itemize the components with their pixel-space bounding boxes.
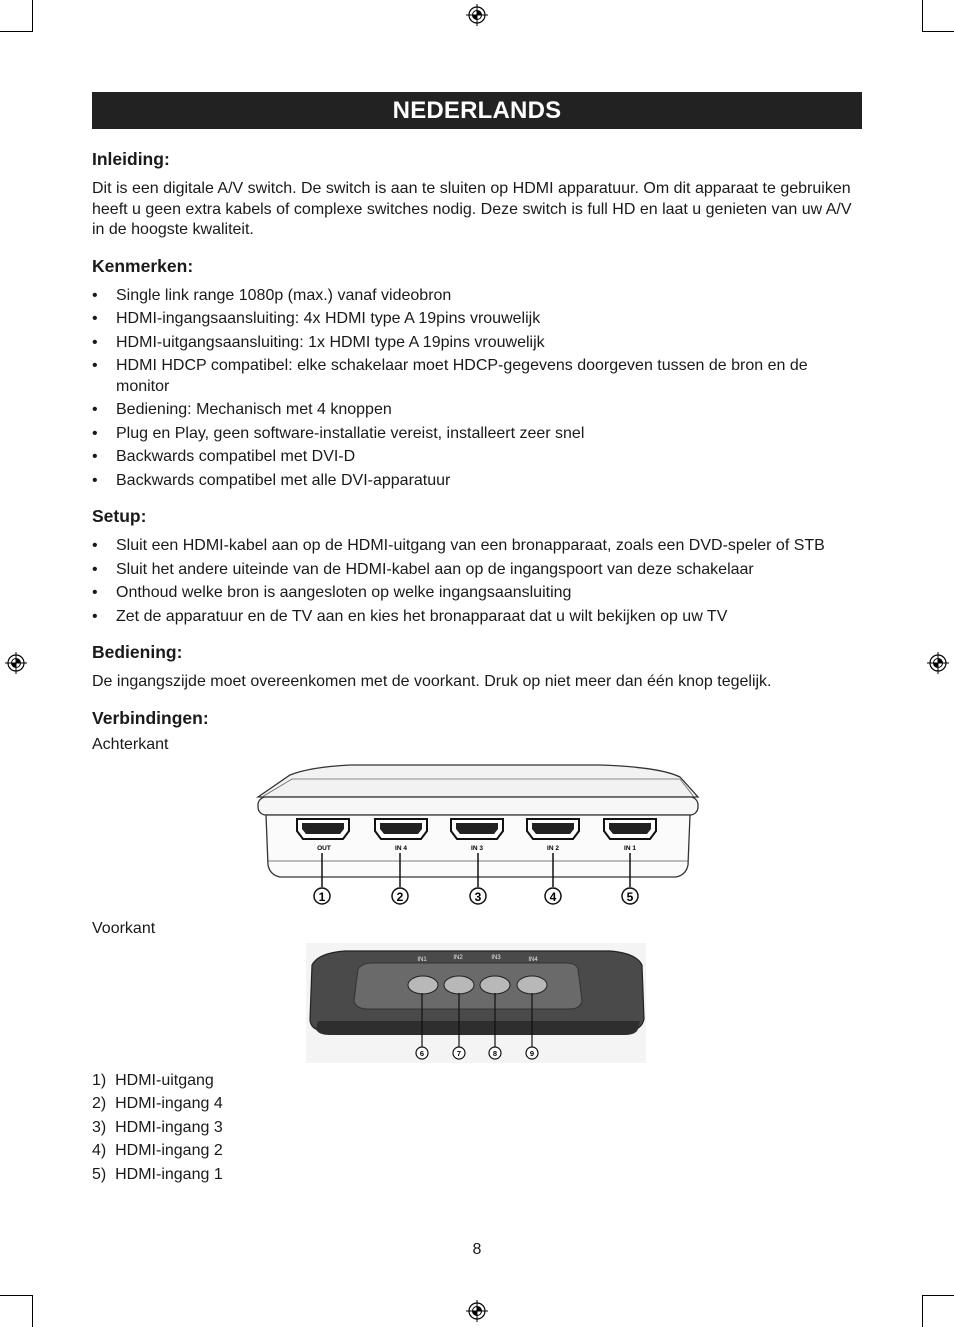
callout-number: 9: [529, 1048, 535, 1058]
crop-mark: [922, 0, 923, 32]
input-button-icon: [444, 976, 474, 994]
callout-number: 8: [492, 1048, 498, 1058]
registration-mark-icon: [466, 1300, 488, 1322]
list-item: • HDMI-uitgangsaansluiting: 1x HDMI type A 19pins vrouwelijk: [92, 333, 862, 354]
connections-section: [92, 707, 862, 1186]
setup-heading: Setup:: [92, 506, 147, 526]
front-caption: Voorkant: [92, 919, 156, 937]
list-item: • Onthoud welke bron is aangesloten op welke ingangsaansluiting: [92, 583, 862, 604]
crop-mark: [922, 1295, 954, 1296]
setup-list: [92, 536, 862, 627]
features-heading: Kenmerken:: [92, 255, 194, 276]
registration-mark-icon: [466, 4, 488, 26]
back-panel-illustration: [92, 757, 862, 915]
input-button-icon: [480, 976, 510, 994]
list-item: • Single link range 1080p (max.) vanaf videobron: [92, 286, 862, 307]
operation-section: [92, 641, 862, 693]
button-label: IN1: [417, 956, 427, 963]
page-number: 8: [472, 1241, 482, 1258]
port-label: IN 4: [395, 844, 407, 852]
callout-number: 2: [396, 889, 404, 904]
list-item: • Sluit het andere uiteinde van de HDMI-kabel aan op de ingangspoort van deze schakelaar: [92, 560, 862, 581]
button-label: IN3: [491, 954, 501, 961]
page-content: [92, 148, 862, 1188]
list-item: • Backwards compatibel met alle DVI-apparatuur: [92, 471, 862, 492]
list-item: • Zet de apparatuur en de TV aan en kies het bronapparaat dat u wilt bekijken op uw TV: [92, 607, 862, 628]
setup-section: [92, 505, 862, 627]
list-item: • Bediening: Mechanisch met 4 knoppen: [92, 400, 862, 421]
port-label: IN 3: [471, 844, 483, 852]
connections-legend: [92, 1071, 862, 1186]
callout-number: 6: [419, 1048, 425, 1058]
intro-section: [92, 148, 862, 241]
crop-mark: [32, 1295, 33, 1327]
list-item: • HDMI-ingangsaansluiting: 4x HDMI type A 19pins vrouwelijk: [92, 309, 862, 330]
button-label: IN4: [528, 956, 538, 963]
hdmi-port-icon: [604, 819, 656, 839]
callout-number: 4: [549, 889, 557, 904]
input-button-icon: [408, 976, 438, 994]
crop-mark: [922, 1295, 923, 1327]
port-label: OUT: [317, 844, 331, 852]
intro-text: Dit is een digitale A/V switch. De switch is aan te sluiten op HDMI apparatuur. Om dit apparaat te gebruiken heeft u geen extra kabels of complexe switches nodig. Deze switch is full HD en laat u genieten van uw A/V in de hoogste kwaliteit.: [92, 180, 852, 238]
registration-mark-icon: [5, 652, 27, 674]
legend-item: 5) HDMI-ingang 1: [92, 1165, 223, 1183]
legend-item: 4) HDMI-ingang 2: [92, 1142, 223, 1159]
port-label: IN 1: [624, 844, 636, 852]
legend-item: 1) HDMI-uitgang: [92, 1071, 214, 1089]
hdmi-port-icon: [297, 819, 349, 839]
legend-item: 3) HDMI-ingang 3: [92, 1118, 223, 1136]
back-caption: Achterkant: [92, 735, 169, 753]
crop-mark: [0, 31, 32, 32]
list-item: • Sluit een HDMI-kabel aan op de HDMI-uitgang van een bronapparaat, zoals een DVD-speler of STB: [92, 536, 862, 557]
list-item: • Plug en Play, geen software-installatie vereist, installeert zeer snel: [92, 424, 862, 445]
crop-mark: [922, 31, 954, 32]
crop-mark: [32, 0, 33, 32]
list-item: • HDMI HDCP compatibel: elke schakelaar moet HDCP-gegevens doorgeven tussen de bron en de monitor: [92, 356, 862, 397]
button-label: IN2: [453, 954, 463, 961]
operation-text: De ingangszijde moet overeenkomen met de voorkant. Druk op niet meer dan één knop tegelijk.: [92, 673, 772, 690]
hdmi-port-icon: [527, 819, 579, 839]
hdmi-port-icon: [375, 819, 427, 839]
features-list: [92, 286, 862, 492]
features-section: [92, 255, 862, 492]
operation-heading: Bediening:: [92, 642, 183, 662]
front-panel-illustration: [92, 943, 862, 1065]
list-item: • Backwards compatibel met DVI-D: [92, 447, 862, 468]
callout-number: 5: [626, 889, 634, 904]
input-button-icon: [517, 976, 547, 994]
language-banner: NEDERLANDS: [92, 92, 862, 129]
registration-mark-icon: [927, 652, 949, 674]
callout-number: 7: [456, 1048, 462, 1058]
intro-heading: Inleiding:: [92, 149, 170, 169]
connections-heading: Verbindingen:: [92, 707, 209, 728]
callout-number: 1: [318, 889, 326, 904]
crop-mark: [0, 1295, 32, 1296]
port-label: IN 2: [547, 844, 559, 852]
hdmi-port-icon: [451, 819, 503, 839]
legend-item: 2) HDMI-ingang 4: [92, 1095, 223, 1112]
callout-number: 3: [474, 889, 482, 904]
